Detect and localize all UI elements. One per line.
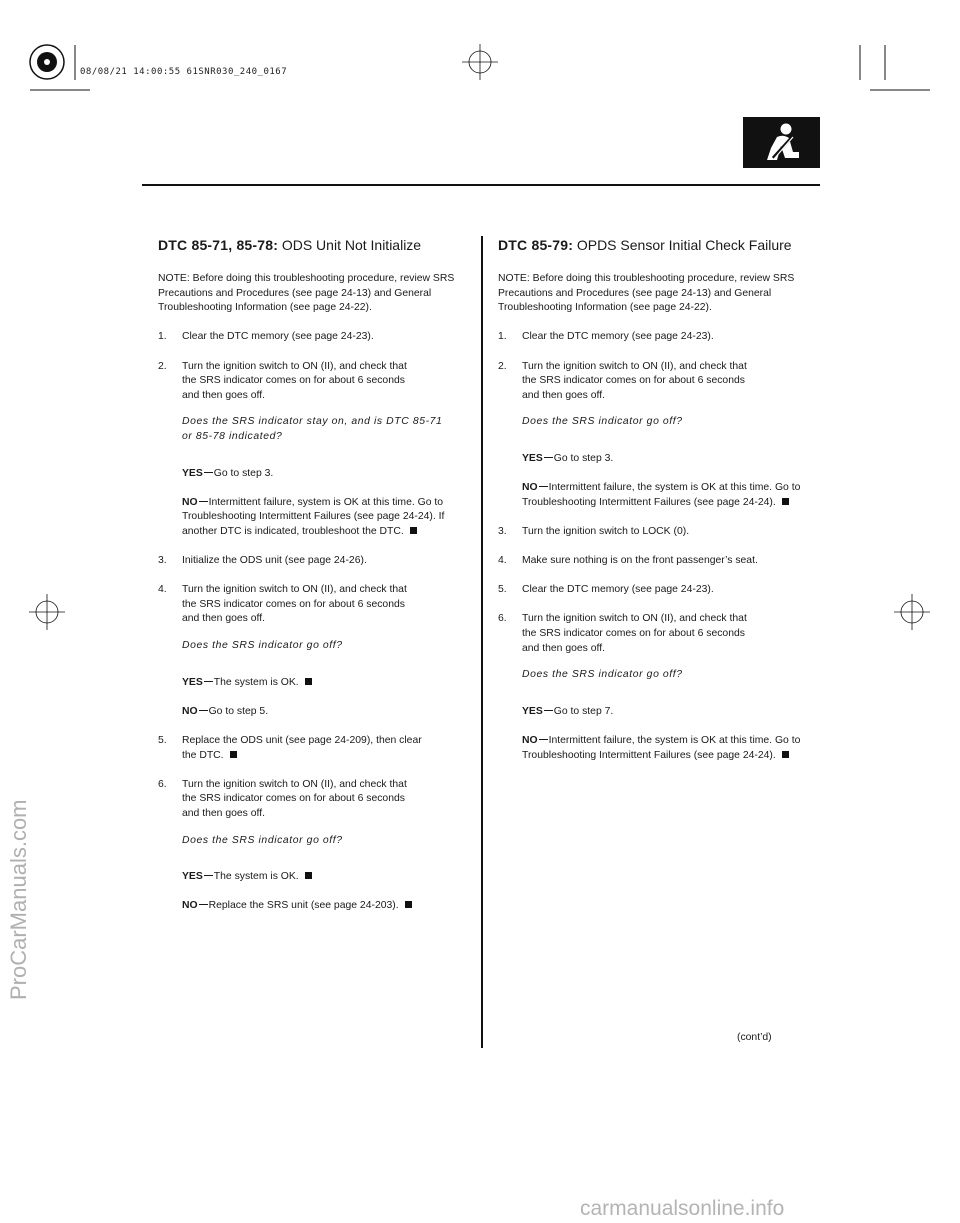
bottom-watermark: carmanualsonline.info <box>580 1197 785 1220</box>
step-5: 5. Clear the DTC memory (see page 24-23). <box>498 584 714 596</box>
answer-yes: YES Go to step 7. <box>522 705 614 717</box>
step-6: 6. Turn the ignition switch to ON (II), and check that the SRS indicator comes on for about 6 seconds and then goes off. <box>498 613 747 654</box>
step-2: 2. Turn the ignition switch to ON (II), and check that the SRS indicator comes on for about 6 seconds and then goes off. <box>158 360 407 401</box>
srs-section-badge <box>743 117 820 168</box>
answer-no: NO Replace the SRS unit (see page 24-203). <box>158 899 476 914</box>
question: Does the SRS indicator stay on, and is DTC 85-71 or 85-78 indicated? <box>182 416 443 442</box>
crosshair-top-icon <box>462 44 498 80</box>
answer-no: NO Intermittent failure, the system is OK at this time. Go to Troubleshooting Intermittent Failures (see page 24-24). <box>522 735 801 761</box>
step-4: 4. Make sure nothing is on the front passenger’s seat. <box>498 555 758 567</box>
left-column <box>158 236 476 929</box>
answer-no: NO Intermittent failure, system is OK at this time. Go to Troubleshooting Intermittent Failures (see page 24-24). If another DTC is indicated, troubleshoot the DTC. <box>182 496 445 537</box>
dtc-code: DTC 85-79 <box>498 237 569 253</box>
answer-no: NO Go to step 5. <box>182 705 269 717</box>
dtc-code: DTC 85-71, 85-78 <box>158 237 274 253</box>
answer-yes: YES The system is OK. <box>158 870 476 885</box>
column-divider <box>481 236 483 1048</box>
header-rule <box>142 184 820 186</box>
end-square-icon <box>782 751 789 758</box>
print-timestamp: 08/08/21 14:00:55 61SNR030_240_0167 <box>80 67 288 77</box>
end-square-icon <box>782 498 789 505</box>
end-square-icon <box>405 901 412 908</box>
left-heading: DTC 85-71, 85-78: ODS Unit Not Initialize <box>158 237 422 253</box>
crosshair-left-icon <box>29 594 65 630</box>
end-square-icon <box>230 751 237 758</box>
step-4: 4. Turn the ignition switch to ON (II), and check that the SRS indicator comes on for about 6 seconds and then goes off. <box>158 584 407 625</box>
step-2: 2. Turn the ignition switch to ON (II), and check that the SRS indicator comes on for about 6 seconds and then goes off. <box>498 360 747 401</box>
answer-no: NO Intermittent failure, the system is OK at this time. Go to Troubleshooting Intermittent Failures (see page 24-24). <box>522 482 801 508</box>
step-1: 1. Clear the DTC memory (see page 24-23). <box>158 331 374 343</box>
question: Does the SRS indicator go off? <box>182 640 343 652</box>
question: Does the SRS indicator go off? <box>522 669 683 681</box>
seatbelt-person-icon <box>755 122 809 164</box>
dtc-title: OPDS Sensor Initial Check Failure <box>576 237 792 253</box>
answer-yes: YES Go to step 3. <box>182 467 274 479</box>
registration-target-icon <box>30 45 64 79</box>
question: Does the SRS indicator go off? <box>182 834 343 846</box>
answer-yes: YES The system is OK. <box>158 676 476 691</box>
answer-yes: YES Go to step 3. <box>522 452 614 464</box>
side-watermark: ProCarManuals.com <box>6 799 31 1000</box>
step-3: 3. Turn the ignition switch to LOCK (0). <box>498 525 690 537</box>
step-3: 3. Initialize the ODS unit (see page 24-26). <box>158 555 367 567</box>
end-square-icon <box>305 872 312 879</box>
note: NOTE: Before doing this troubleshooting procedure, review SRS Precautions and Procedures (see page 24-13) and General Troubleshooting Information (see page 24-22). <box>158 273 455 314</box>
right-heading: DTC 85-79: OPDS Sensor Initial Check Failure <box>498 237 792 253</box>
step-6: 6. Turn the ignition switch to ON (II), and check that the SRS indicator comes on for about 6 seconds and then goes off. <box>158 778 407 819</box>
continued-label: (cont’d) <box>737 1032 772 1043</box>
question: Does the SRS indicator go off? <box>522 416 683 428</box>
crosshair-right-icon <box>894 594 930 630</box>
dtc-title: ODS Unit Not Initialize <box>281 237 422 253</box>
step-1: 1. Clear the DTC memory (see page 24-23). <box>498 331 714 343</box>
end-square-icon <box>410 527 417 534</box>
step-5: 5. Replace the ODS unit (see page 24-209), then clear the DTC. <box>158 735 422 761</box>
note: NOTE: Before doing this troubleshooting procedure, review SRS Precautions and Procedures (see page 24-13) and General Troubleshooting Information (see page 24-22). <box>498 273 795 314</box>
end-square-icon <box>305 678 312 685</box>
right-column <box>498 236 818 778</box>
